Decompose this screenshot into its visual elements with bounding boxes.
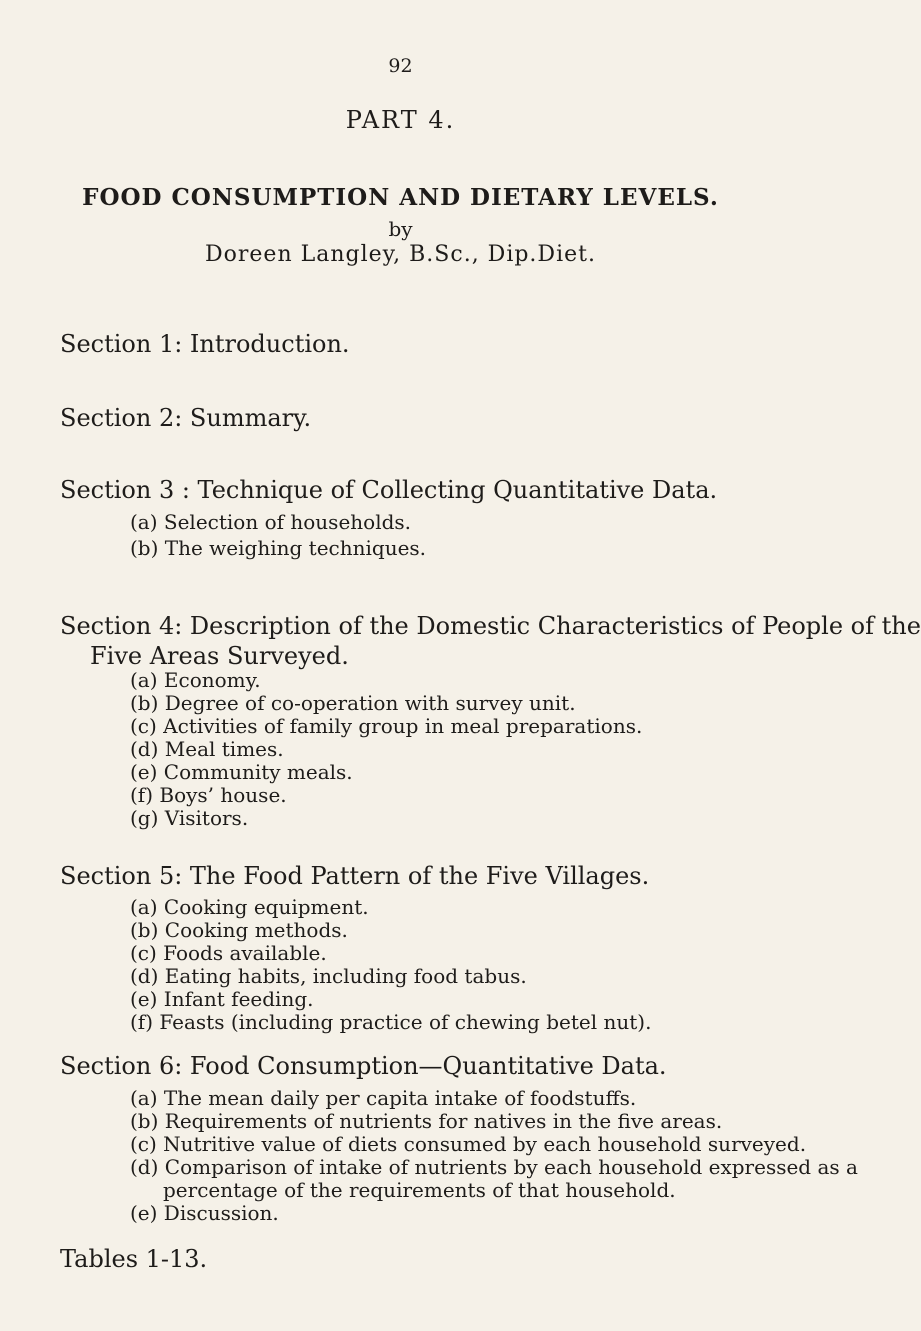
section-5-item-a: (a) Cooking equipment.: [130, 895, 369, 919]
tables-reference: Tables 1-13.: [60, 1245, 208, 1273]
section-4-item-d: (d) Meal times.: [130, 737, 284, 761]
section-4-item-a: (a) Economy.: [130, 668, 261, 692]
author-name: Doreen Langley, B.Sc., Dip.Diet.: [205, 242, 596, 267]
section-6-item-c: (c) Nutritive value of diets consumed by each household surveyed.: [130, 1132, 807, 1156]
section-6-item-e: (e) Discussion.: [130, 1201, 279, 1225]
section-5-item-b: (b) Cooking methods.: [130, 918, 348, 942]
section-4-item-b: (b) Degree of co-operation with survey unit.: [130, 691, 576, 715]
section-5-item-c: (c) Foods available.: [130, 941, 327, 965]
section-3-heading: Section 3 : Technique of Collecting Quantitative Data.: [60, 476, 718, 504]
section-4-item-g: (g) Visitors.: [130, 806, 249, 830]
section-4-item-c: (c) Activities of family group in meal preparations.: [130, 714, 643, 738]
section-3-item-a: (a) Selection of households.: [130, 510, 412, 534]
section-4-heading: Section 4: Description of the Domestic Characteristics of People of the: [60, 612, 921, 640]
section-1-heading: Section 1: Introduction.: [60, 330, 350, 358]
section-4-item-e: (e) Community meals.: [130, 760, 353, 784]
document-title: FOOD CONSUMPTION AND DIETARY LEVELS.: [82, 184, 719, 211]
section-6-item-d-cont: percentage of the requirements of that household.: [163, 1178, 676, 1202]
section-5-heading: Section 5: The Food Pattern of the Five Villages.: [60, 862, 650, 890]
section-4-item-f: (f) Boys’ house.: [130, 783, 287, 807]
section-6-item-d: (d) Comparison of intake of nutrients by each household expressed as a: [130, 1155, 858, 1179]
section-5-item-f: (f) Feasts (including practice of chewing betel nut).: [130, 1010, 652, 1034]
section-2-heading: Section 2: Summary.: [60, 404, 312, 432]
section-6-item-b: (b) Requirements of nutrients for natives in the five areas.: [130, 1109, 723, 1133]
page-number: 92: [388, 55, 413, 77]
section-6-item-a: (a) The mean daily per capita intake of foodstuffs.: [130, 1086, 637, 1110]
byline-by: by: [388, 217, 413, 241]
section-6-heading: Section 6: Food Consumption—Quantitative Data.: [60, 1052, 667, 1080]
section-5-item-e: (e) Infant feeding.: [130, 987, 314, 1011]
section-3-item-b: (b) The weighing techniques.: [130, 536, 427, 560]
section-4-heading-cont: Five Areas Surveyed.: [90, 642, 349, 670]
part-heading: PART 4.: [345, 106, 456, 134]
section-5-item-d: (d) Eating habits, including food tabus.: [130, 964, 527, 988]
